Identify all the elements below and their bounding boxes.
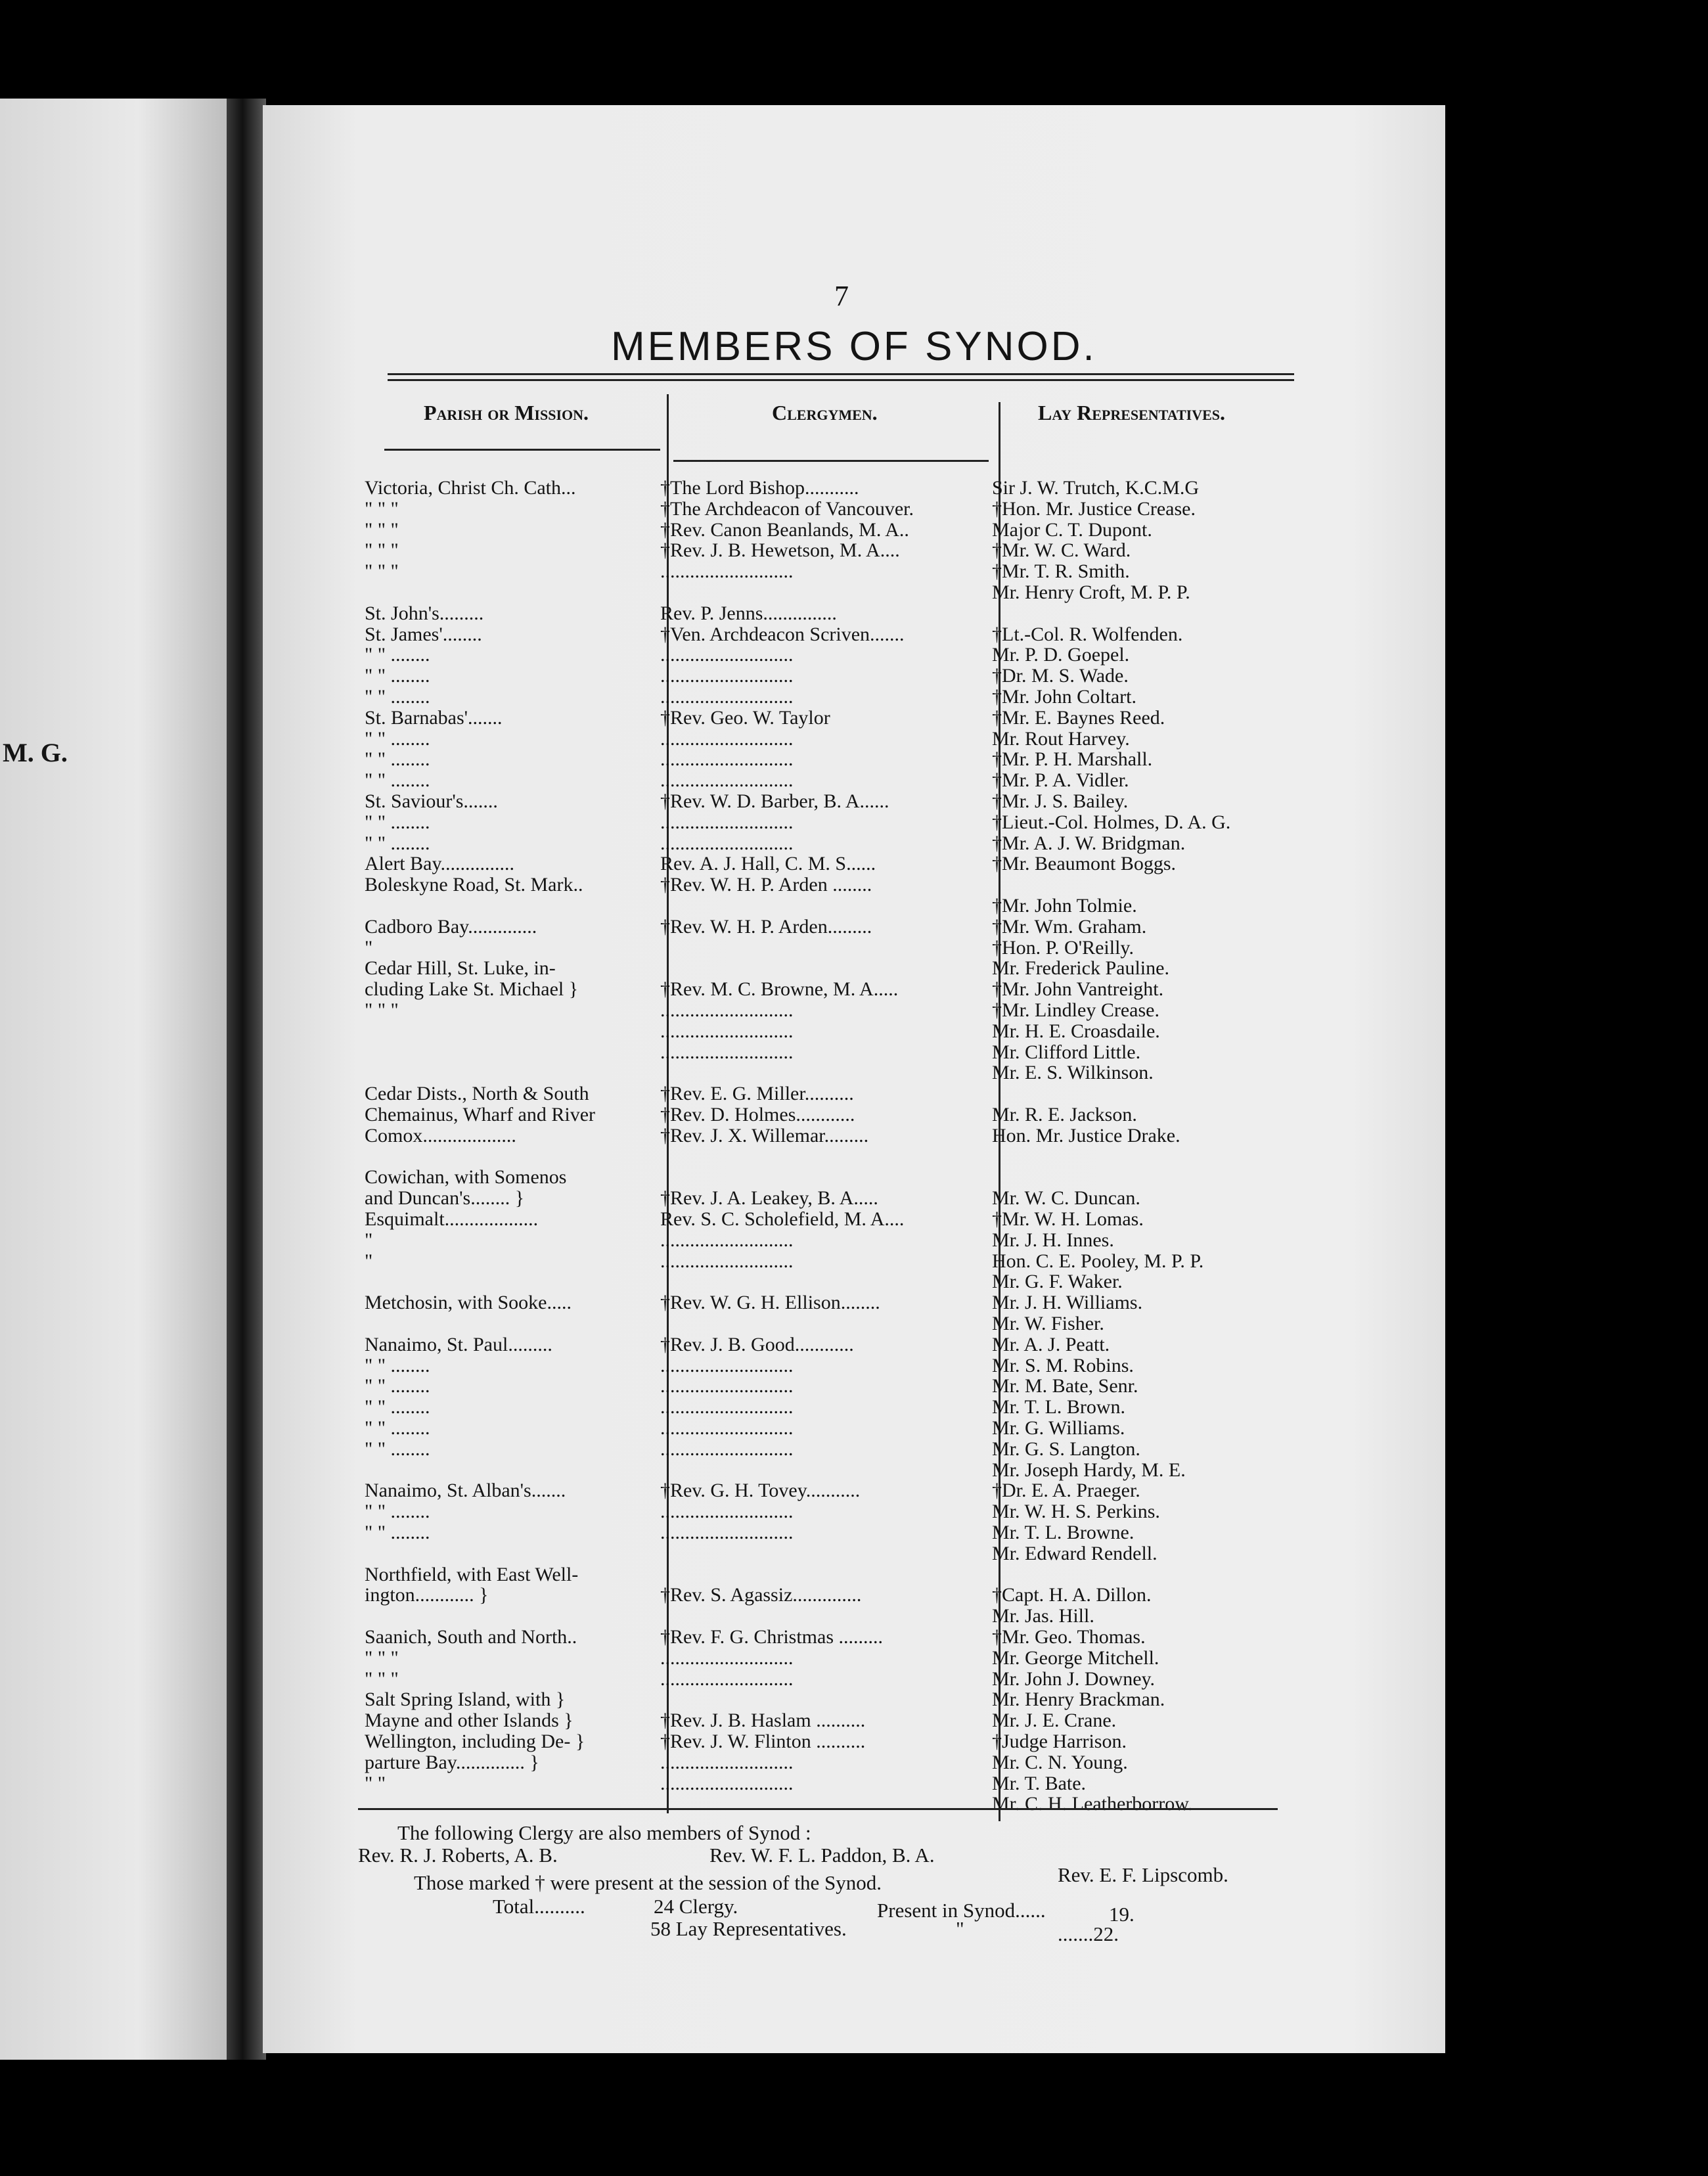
- facing-page-fragment: M. G.: [3, 738, 68, 767]
- row-lay-cell: Mr. George Mitchell.: [992, 1647, 1159, 1669]
- row-lay-cell: †Mr. E. Baynes Reed.: [992, 707, 1165, 729]
- header-lay: Lay Representatives.: [1038, 401, 1226, 424]
- row-clergy-cell: ...........................: [660, 1355, 794, 1376]
- row-lay-cell: Sir J. W. Trutch, K.C.M.G: [992, 477, 1200, 499]
- row-parish-cell: " " ........: [365, 1375, 430, 1397]
- row-lay-cell: Mr. John J. Downey.: [992, 1668, 1156, 1690]
- row-parish-cell: Wellington, including De- }: [365, 1731, 585, 1752]
- row-parish-cell: Boleskyne Road, St. Mark..: [365, 874, 583, 895]
- note-present-clergy: 19.: [1109, 1903, 1135, 1926]
- row-lay-cell: †Mr. J. S. Bailey.: [992, 790, 1129, 812]
- row-lay-cell: Mr. Clifford Little.: [992, 1041, 1141, 1063]
- row-clergy-cell: †Rev. J. B. Good............: [660, 1334, 854, 1355]
- row-lay-cell: Mr. G. F. Waker.: [992, 1271, 1123, 1292]
- row-parish-cell: Nanaimo, St. Alban's.......: [365, 1480, 566, 1501]
- row-lay-cell: †Mr. W. C. Ward.: [992, 539, 1131, 561]
- row-clergy-cell: ...........................: [660, 748, 794, 770]
- row-clergy-cell: ...........................: [660, 1773, 794, 1794]
- row-parish-cell: " " ": [365, 539, 399, 561]
- row-parish-cell: " " ........: [365, 811, 430, 833]
- row-clergy-cell: ...........................: [660, 1229, 794, 1251]
- row-lay-cell: Mr. G. Williams.: [992, 1417, 1125, 1439]
- clergy-header-rule: [673, 460, 989, 462]
- row-clergy-cell: ...........................: [660, 560, 794, 582]
- note-clergy-2: Rev. W. F. L. Paddon, B. A.: [709, 1844, 935, 1867]
- row-lay-cell: †Mr. John Tolmie.: [992, 895, 1137, 917]
- row-parish-cell: ": [365, 1229, 373, 1251]
- row-lay-cell: †Lt.-Col. R. Wolfenden.: [992, 623, 1183, 645]
- row-parish-cell: Cadboro Bay..............: [365, 916, 537, 938]
- row-clergy-cell: ...........................: [660, 1417, 794, 1439]
- row-lay-cell: Mr. H. E. Croasdaile.: [992, 1020, 1160, 1042]
- note-present-label: Present in Synod......: [877, 1899, 1046, 1922]
- row-parish-cell: ": [365, 1250, 373, 1272]
- row-lay-cell: Mr. Rout Harvey.: [992, 728, 1130, 750]
- row-clergy-cell: ...........................: [660, 811, 794, 833]
- row-lay-cell: Mr. E. S. Wilkinson.: [992, 1062, 1154, 1083]
- row-lay-cell: †Lieut.-Col. Holmes, D. A. G.: [992, 811, 1231, 833]
- row-parish-cell: " " ........: [365, 1438, 430, 1460]
- row-clergy-cell: †The Archdeacon of Vancouver.: [660, 498, 914, 520]
- row-clergy-cell: †Rev. Geo. W. Taylor: [660, 707, 830, 729]
- row-parish-cell: ": [365, 937, 373, 959]
- facing-page: [0, 99, 230, 2060]
- row-lay-cell: Mr. S. M. Robins.: [992, 1355, 1134, 1376]
- note-total-label: Total..........: [493, 1895, 585, 1918]
- row-lay-cell: Mr. C. H. Leatherborrow.: [992, 1793, 1193, 1815]
- note-present-lay: .......22.: [1058, 1922, 1119, 1945]
- row-clergy-cell: ...........................: [660, 1020, 794, 1042]
- row-parish-cell: Comox...................: [365, 1125, 516, 1146]
- row-lay-cell: Hon. Mr. Justice Drake.: [992, 1125, 1180, 1146]
- row-parish-cell: " " ": [365, 519, 399, 541]
- row-clergy-cell: ...........................: [660, 1522, 794, 1543]
- row-parish-cell: " " ........: [365, 748, 430, 770]
- row-lay-cell: Mr. J. E. Crane.: [992, 1710, 1117, 1731]
- row-clergy-cell: Rev. A. J. Hall, C. M. S......: [660, 853, 876, 874]
- row-parish-cell: Metchosin, with Sooke.....: [365, 1292, 572, 1313]
- row-parish-cell: Chemainus, Wharf and River: [365, 1104, 596, 1125]
- row-lay-cell: Mr. Jas. Hill.: [992, 1605, 1094, 1627]
- row-parish-cell: Alert Bay...............: [365, 853, 515, 874]
- row-clergy-cell: Rev. P. Jenns...............: [660, 602, 837, 624]
- row-clergy-cell: †Rev. J. A. Leakey, B. A.....: [660, 1187, 878, 1209]
- row-parish-cell: St. James'........: [365, 623, 482, 645]
- row-clergy-cell: ...........................: [660, 999, 794, 1021]
- note-ditto: ": [956, 1917, 964, 1940]
- row-lay-cell: †Judge Harrison.: [992, 1731, 1127, 1752]
- row-lay-cell: Mr. G. S. Langton.: [992, 1438, 1140, 1460]
- row-parish-cell: " " ........: [365, 728, 430, 750]
- row-parish-cell: Nanaimo, St. Paul.........: [365, 1334, 552, 1355]
- row-clergy-cell: ...........................: [660, 1668, 794, 1690]
- row-lay-cell: Mr. Joseph Hardy, M. E.: [992, 1459, 1186, 1481]
- row-lay-cell: Mr. J. H. Williams.: [992, 1292, 1143, 1313]
- row-clergy-cell: †Rev. E. G. Miller..........: [660, 1083, 854, 1104]
- row-parish-cell: " " ........: [365, 1522, 430, 1543]
- row-parish-cell: cluding Lake St. Michael }: [365, 978, 579, 1000]
- row-clergy-cell: †Rev. W. G. H. Ellison........: [660, 1292, 880, 1313]
- row-lay-cell: Mr. Frederick Pauline.: [992, 957, 1169, 979]
- row-lay-cell: Mr. Edward Rendell.: [992, 1543, 1157, 1564]
- row-clergy-cell: †The Lord Bishop...........: [660, 477, 859, 499]
- row-clergy-cell: ...........................: [660, 644, 794, 666]
- row-lay-cell: Mr. Henry Croft, M. P. P.: [992, 581, 1190, 603]
- row-parish-cell: " " ........: [365, 832, 430, 854]
- note-clergy-1: Rev. R. J. Roberts, A. B.: [358, 1844, 558, 1867]
- row-lay-cell: Mr. T. Bate.: [992, 1773, 1087, 1794]
- row-clergy-cell: ...........................: [660, 832, 794, 854]
- row-lay-cell: Mr. R. E. Jackson.: [992, 1104, 1137, 1125]
- row-lay-cell: Mr. Henry Brackman.: [992, 1689, 1165, 1710]
- row-lay-cell: †Hon. P. O'Reilly.: [992, 937, 1134, 959]
- row-parish-cell: " " ": [365, 498, 399, 520]
- row-parish-cell: " " ........: [365, 1355, 430, 1376]
- table-bottom-rule: [358, 1808, 1278, 1810]
- row-clergy-cell: ...........................: [660, 665, 794, 687]
- title-rule-second: [388, 379, 1294, 381]
- row-parish-cell: " " ........: [365, 1396, 430, 1418]
- row-lay-cell: †Hon. Mr. Justice Crease.: [992, 498, 1196, 520]
- row-clergy-cell: †Rev. M. C. Browne, M. A.....: [660, 978, 899, 1000]
- row-lay-cell: Mr. P. D. Goepel.: [992, 644, 1130, 666]
- row-clergy-cell: †Rev. J. X. Willemar.........: [660, 1125, 869, 1146]
- row-lay-cell: Mr. M. Bate, Senr.: [992, 1375, 1138, 1397]
- row-parish-cell: Saanich, South and North..: [365, 1626, 577, 1648]
- row-lay-cell: †Mr. P. A. Vidler.: [992, 769, 1129, 791]
- row-lay-cell: †Mr. Lindley Crease.: [992, 999, 1159, 1021]
- row-parish-cell: and Duncan's........ }: [365, 1187, 525, 1209]
- header-parish: Parish or Mission.: [424, 401, 589, 424]
- note-marked: Those marked † were present at the session of the Synod.: [414, 1871, 882, 1894]
- row-parish-cell: " " ": [365, 999, 399, 1021]
- row-parish-cell: Cedar Hill, St. Luke, in-: [365, 957, 556, 979]
- row-parish-cell: parture Bay.............. }: [365, 1752, 539, 1773]
- row-parish-cell: " " ........: [365, 686, 430, 708]
- row-clergy-cell: †Rev. J. W. Flinton ..........: [660, 1731, 866, 1752]
- row-parish-cell: Cowichan, with Somenos: [365, 1166, 567, 1188]
- row-clergy-cell: ...........................: [660, 1752, 794, 1773]
- row-lay-cell: †Dr. M. S. Wade.: [992, 665, 1129, 687]
- row-clergy-cell: †Rev. J. B. Hewetson, M. A....: [660, 539, 900, 561]
- row-clergy-cell: Rev. S. C. Scholefield, M. A....: [660, 1208, 905, 1230]
- row-parish-cell: " " ........: [365, 1501, 430, 1522]
- row-clergy-cell: ...........................: [660, 728, 794, 750]
- row-lay-cell: †Mr. John Coltart.: [992, 686, 1137, 708]
- parish-header-rule: [384, 449, 660, 451]
- row-parish-cell: " ": [365, 1773, 386, 1794]
- row-clergy-cell: †Rev. J. B. Haslam ..........: [660, 1710, 866, 1731]
- row-parish-cell: Mayne and other Islands }: [365, 1710, 573, 1731]
- row-lay-cell: †Mr. Wm. Graham.: [992, 916, 1147, 938]
- row-parish-cell: " " ........: [365, 644, 430, 666]
- row-lay-cell: †Capt. H. A. Dillon.: [992, 1584, 1152, 1606]
- row-lay-cell: Mr. T. L. Brown.: [992, 1396, 1126, 1418]
- row-clergy-cell: †Rev. S. Agassiz..............: [660, 1584, 862, 1606]
- row-lay-cell: Mr. W. C. Duncan.: [992, 1187, 1140, 1209]
- row-parish-cell: " " ........: [365, 1417, 430, 1439]
- row-clergy-cell: †Ven. Archdeacon Scriven.......: [660, 623, 905, 645]
- row-clergy-cell: †Rev. F. G. Christmas .........: [660, 1626, 883, 1648]
- row-clergy-cell: †Rev. Canon Beanlands, M. A..: [660, 519, 909, 541]
- row-parish-cell: " " ........: [365, 769, 430, 791]
- row-parish-cell: Northfield, with East Well-: [365, 1564, 579, 1585]
- row-parish-cell: " " ........: [365, 665, 430, 687]
- row-lay-cell: Mr. C. N. Young.: [992, 1752, 1128, 1773]
- row-clergy-cell: ...........................: [660, 769, 794, 791]
- row-clergy-cell: ...........................: [660, 686, 794, 708]
- row-parish-cell: St. Barnabas'.......: [365, 707, 503, 729]
- row-lay-cell: †Mr. A. J. W. Bridgman.: [992, 832, 1186, 854]
- row-parish-cell: " " ": [365, 1668, 399, 1690]
- book-gutter: [227, 99, 266, 2060]
- row-clergy-cell: ...........................: [660, 1250, 794, 1272]
- row-parish-cell: Esquimalt...................: [365, 1208, 539, 1230]
- row-parish-cell: Salt Spring Island, with }: [365, 1689, 566, 1710]
- row-parish-cell: " " ": [365, 560, 399, 582]
- row-lay-cell: Major C. T. Dupont.: [992, 519, 1152, 541]
- row-clergy-cell: ...........................: [660, 1438, 794, 1460]
- page-number: 7: [834, 280, 849, 312]
- row-parish-cell: " " ": [365, 1647, 399, 1669]
- row-lay-cell: Mr. T. L. Browne.: [992, 1522, 1135, 1543]
- row-lay-cell: Mr. J. H. Innes.: [992, 1229, 1114, 1251]
- row-lay-cell: †Dr. E. A. Praeger.: [992, 1480, 1140, 1501]
- row-parish-cell: St. Saviour's.......: [365, 790, 498, 812]
- note-total-lay: 58 Lay Representatives.: [650, 1917, 847, 1940]
- row-parish-cell: Cedar Dists., North & South: [365, 1083, 589, 1104]
- page-title: MEMBERS OF SYNOD.: [611, 324, 1097, 369]
- row-clergy-cell: ...........................: [660, 1501, 794, 1522]
- row-clergy-cell: †Rev. W. H. P. Arden ........: [660, 874, 872, 895]
- row-clergy-cell: ...........................: [660, 1647, 794, 1669]
- row-lay-cell: Hon. C. E. Pooley, M. P. P.: [992, 1250, 1204, 1272]
- header-clergy: Clergymen.: [772, 401, 878, 424]
- row-lay-cell: Mr. W. H. S. Perkins.: [992, 1501, 1160, 1522]
- row-lay-cell: Mr. W. Fisher.: [992, 1313, 1104, 1334]
- title-rule: [388, 373, 1294, 375]
- row-lay-cell: †Mr. P. H. Marshall.: [992, 748, 1153, 770]
- row-lay-cell: †Mr. W. H. Lomas.: [992, 1208, 1144, 1230]
- note-also-members: The following Clergy are also members of Synod :: [397, 1821, 811, 1844]
- row-lay-cell: †Mr. Geo. Thomas.: [992, 1626, 1146, 1648]
- row-lay-cell: †Mr. T. R. Smith.: [992, 560, 1130, 582]
- row-lay-cell: Mr. A. J. Peatt.: [992, 1334, 1110, 1355]
- row-clergy-cell: ...........................: [660, 1396, 794, 1418]
- row-clergy-cell: ...........................: [660, 1375, 794, 1397]
- row-lay-cell: †Mr. Beaumont Boggs.: [992, 853, 1177, 874]
- row-parish-cell: ington............ }: [365, 1584, 489, 1606]
- row-clergy-cell: ...........................: [660, 1041, 794, 1063]
- row-clergy-cell: †Rev. W. D. Barber, B. A......: [660, 790, 889, 812]
- row-clergy-cell: †Rev. D. Holmes............: [660, 1104, 855, 1125]
- row-clergy-cell: †Rev. W. H. P. Arden.........: [660, 916, 872, 938]
- note-clergy-3: Rev. E. F. Lipscomb.: [1058, 1863, 1228, 1886]
- row-clergy-cell: †Rev. G. H. Tovey...........: [660, 1480, 861, 1501]
- row-parish-cell: Victoria, Christ Ch. Cath...: [365, 477, 576, 499]
- row-lay-cell: †Mr. John Vantreight.: [992, 978, 1164, 1000]
- note-total-clergy: 24 Clergy.: [654, 1895, 738, 1918]
- row-parish-cell: St. John's.........: [365, 602, 484, 624]
